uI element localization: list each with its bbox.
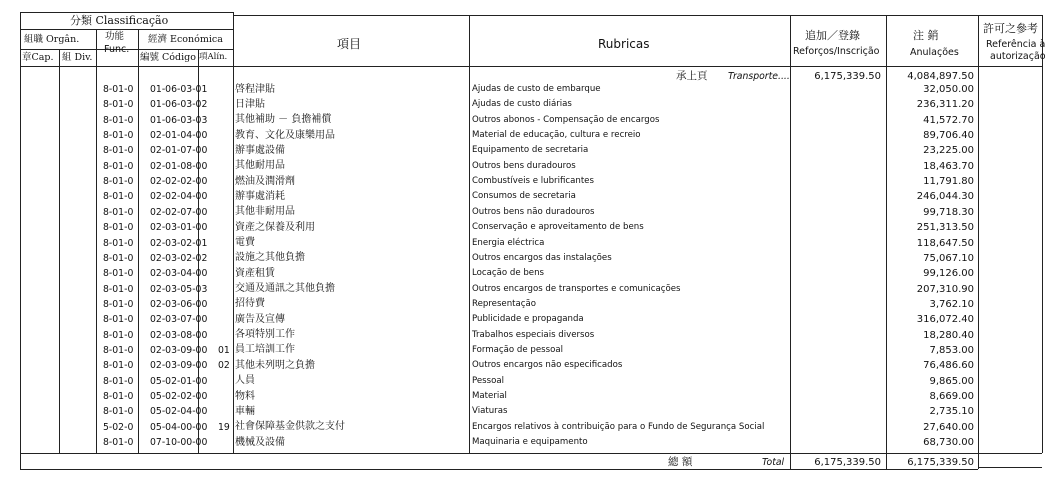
row-item-zh: 其他非耐用品 xyxy=(235,206,295,218)
row-rubrica-pt: Formação de pessoal xyxy=(472,344,563,355)
row-rubrica-pt: Outros encargos das instalações xyxy=(472,252,612,263)
item-zh-header: 項目 xyxy=(337,37,362,51)
row-item-zh: 啓程津貼 xyxy=(235,83,275,95)
row-anulacoes: 89,706.40 xyxy=(923,130,974,142)
row-anulacoes: 27,640.00 xyxy=(923,421,974,433)
row-codigo: 02-02-02-00 xyxy=(150,176,208,188)
row-anulacoes: 76,486.60 xyxy=(923,360,974,372)
row-anulacoes: 99,718.30 xyxy=(923,206,974,218)
row-funcional: 8-01-0 xyxy=(103,114,134,126)
row-funcional: 8-01-0 xyxy=(103,406,134,418)
row-item-zh: 設施之其他負擔 xyxy=(235,252,305,264)
row-rubrica-pt: Energia eléctrica xyxy=(472,237,545,248)
codigo-header: 編號 Código xyxy=(140,52,196,63)
classificacao-header: 分類 Classificação xyxy=(70,14,169,27)
row-codigo: 07-10-00-00 xyxy=(150,437,208,449)
row-codigo: 05-04-00-00 xyxy=(150,421,208,433)
row-codigo: 02-03-09-00 xyxy=(150,344,208,356)
row-funcional: 8-01-0 xyxy=(103,222,134,234)
row-funcional: 8-01-0 xyxy=(103,130,134,142)
row-codigo: 02-03-07-00 xyxy=(150,314,208,326)
row-rubrica-pt: Outros bens não duradouros xyxy=(472,206,595,217)
row-rubrica-pt: Pessoal xyxy=(472,375,505,386)
row-item-zh: 資產租賃 xyxy=(235,267,275,279)
row-rubrica-pt: Encargos relativos à contribuição para o Fundo de Segurança Social xyxy=(472,421,765,432)
row-anulacoes: 246,044.30 xyxy=(916,191,974,203)
row-codigo: 02-03-08-00 xyxy=(150,329,208,341)
col-divider xyxy=(233,12,234,453)
row-alinea: 19 xyxy=(218,421,230,433)
row-rubrica-pt: Outros bens duradouros xyxy=(472,160,576,171)
row-item-zh: 其他耐用品 xyxy=(235,160,285,172)
row-item-zh: 各項特別工作 xyxy=(235,329,295,341)
row-anulacoes: 2,735.10 xyxy=(929,406,974,418)
row-item-zh: 辦事處消耗 xyxy=(235,190,285,202)
row-rubrica-pt: Conservação e aproveitamento de bens xyxy=(472,222,644,233)
total-row-top-border xyxy=(20,453,1042,454)
row-funcional: 8-01-0 xyxy=(103,191,134,203)
col-divider xyxy=(59,49,60,453)
table-top-border xyxy=(20,12,233,13)
row-item-zh: 社會保障基金供款之支付 xyxy=(235,421,345,433)
row-funcional: 8-01-0 xyxy=(103,391,134,402)
row-rubrica-pt: Ajudas de custo de embarque xyxy=(472,84,601,94)
row-item-zh: 交通及通訊之其他負擔 xyxy=(235,283,335,295)
row-anulacoes: 118,647.50 xyxy=(916,237,974,249)
row-item-zh: 電費 xyxy=(235,237,255,248)
row-codigo: 02-03-06-00 xyxy=(150,298,208,310)
table-bottom-border xyxy=(20,469,978,470)
row-anulacoes: 8,669.00 xyxy=(929,391,974,402)
reforcos-pt-header: Reforços/Inscrição xyxy=(793,46,880,57)
row-funcional: 8-01-0 xyxy=(103,237,134,249)
row-anulacoes: 41,572.70 xyxy=(923,114,974,126)
row-codigo: 02-03-02-02 xyxy=(150,252,208,264)
reforcos-zh-header: 追加／登錄 xyxy=(805,29,860,42)
row-funcional: 8-01-0 xyxy=(103,283,134,295)
row-funcional: 8-01-0 xyxy=(103,375,134,387)
col-divider xyxy=(978,15,979,469)
row-funcional: 5-02-0 xyxy=(103,421,134,433)
row-item-zh: 物料 xyxy=(235,390,255,402)
row-item-zh: 辦事處設備 xyxy=(235,144,285,156)
row-codigo: 02-03-09-00 xyxy=(150,360,208,372)
col-divider xyxy=(96,29,97,453)
funcional-header: 功能 xyxy=(105,31,125,42)
row-codigo: 02-03-05-03 xyxy=(150,283,208,295)
row-alinea: 02 xyxy=(218,360,230,372)
row-anulacoes: 251,313.50 xyxy=(916,222,974,234)
row-codigo: 02-01-04-00 xyxy=(150,130,208,142)
row-alinea: 01 xyxy=(218,344,230,356)
row-item-zh: 資產之保養及利用 xyxy=(235,221,315,233)
table-top-border xyxy=(233,15,1042,16)
row-anulacoes: 236,311.20 xyxy=(916,99,974,111)
row-funcional: 8-01-0 xyxy=(103,360,134,372)
row-anulacoes: 7,853.00 xyxy=(929,344,974,356)
rubricas-header: Rubricas xyxy=(598,37,650,51)
row-anulacoes: 32,050.00 xyxy=(923,84,974,95)
row-rubrica-pt: Consumos de secretaria xyxy=(472,191,576,202)
header-divider xyxy=(20,29,233,30)
row-rubrica-pt: Outros encargos de transportes e comunicações xyxy=(472,283,681,294)
table-right-border xyxy=(1042,15,1043,453)
row-funcional: 8-01-0 xyxy=(103,344,134,356)
row-codigo: 05-02-02-00 xyxy=(150,391,208,402)
total-anulacoes: 6,175,339.50 xyxy=(907,457,974,468)
row-anulacoes: 18,463.70 xyxy=(923,160,974,172)
row-anulacoes: 3,762.10 xyxy=(929,298,974,310)
row-funcional: 8-01-0 xyxy=(103,268,134,280)
row-funcional: 8-01-0 xyxy=(103,437,134,449)
row-item-zh: 招待費 xyxy=(235,298,265,310)
row-funcional: 8-01-0 xyxy=(103,160,134,172)
economica-header: 經濟 Económica xyxy=(148,34,223,45)
row-rubrica-pt: Material xyxy=(472,391,507,401)
funcional-sub-header: Func. xyxy=(104,44,130,55)
alinea-header: 項Alín. xyxy=(199,52,228,62)
transport-label-pt: Transporte.... xyxy=(728,71,790,82)
row-codigo: 05-02-04-00 xyxy=(150,406,208,418)
row-anulacoes: 68,730.00 xyxy=(923,437,974,449)
row-anulacoes: 18,280.40 xyxy=(923,329,974,341)
row-funcional: 8-01-0 xyxy=(103,252,134,264)
row-rubrica-pt: Trabalhos especiais diversos xyxy=(472,329,595,340)
row-codigo: 02-02-07-00 xyxy=(150,206,208,218)
table-left-border xyxy=(20,12,21,469)
sheet-bottom-line xyxy=(978,467,1042,468)
total-reforcos: 6,175,339.50 xyxy=(814,457,881,468)
row-item-zh: 廣告及宣傳 xyxy=(235,313,285,325)
row-codigo: 02-01-07-00 xyxy=(150,145,208,157)
row-funcional: 8-01-0 xyxy=(103,145,134,157)
row-codigo: 02-01-08-00 xyxy=(150,160,208,172)
autorizacao-pt-header-line1: Referência à xyxy=(986,39,1046,50)
total-label-pt: Total xyxy=(762,457,785,468)
row-codigo: 01-06-03-03 xyxy=(150,114,208,126)
col-divider xyxy=(138,29,139,453)
col-divider xyxy=(469,15,470,453)
row-codigo: 02-03-04-00 xyxy=(150,268,208,280)
row-anulacoes: 207,310.90 xyxy=(916,283,974,295)
row-funcional: 8-01-0 xyxy=(103,329,134,341)
row-rubrica-pt: Material de educação, cultura e recreio xyxy=(472,130,641,141)
divisao-header: 組 Div. xyxy=(62,52,93,63)
row-funcional: 8-01-0 xyxy=(103,206,134,218)
row-rubrica-pt: Publicidade e propaganda xyxy=(472,314,584,325)
row-codigo: 02-03-02-01 xyxy=(150,237,208,249)
row-rubrica-pt: Outros abonos - Compensação de encargos xyxy=(472,114,660,125)
row-item-zh: 員工培訓工作 xyxy=(235,344,295,356)
row-anulacoes: 11,791.80 xyxy=(923,176,974,188)
organica-header: 組職 Orgân. xyxy=(24,34,80,45)
col-divider xyxy=(886,15,887,469)
row-anulacoes: 9,865.00 xyxy=(929,375,974,387)
row-funcional: 8-01-0 xyxy=(103,84,134,95)
row-codigo: 01-06-03-02 xyxy=(150,99,208,111)
row-item-zh: 其他未列明之負擔 xyxy=(235,359,315,371)
anulacoes-zh-header: 注 銷 xyxy=(913,29,939,42)
row-item-zh: 車輛 xyxy=(235,405,255,417)
row-item-zh: 其他補助 － 負擔補償 xyxy=(235,114,332,126)
row-funcional: 8-01-0 xyxy=(103,298,134,310)
row-rubrica-pt: Locação de bens xyxy=(472,268,545,279)
row-codigo: 01-06-03-01 xyxy=(150,84,208,95)
row-anulacoes: 23,225.00 xyxy=(923,145,974,157)
row-rubrica-pt: Equipamento de secretaria xyxy=(472,145,589,156)
row-codigo: 02-03-01-00 xyxy=(150,222,208,234)
autorizacao-pt-header-line2: autorização xyxy=(990,51,1046,62)
row-rubrica-pt: Maquinaria e equipamento xyxy=(472,437,588,448)
row-rubrica-pt: Outros encargos não especificados xyxy=(472,360,623,371)
row-item-zh: 燃油及潤滑劑 xyxy=(235,175,295,187)
row-item-zh: 教育、文化及康樂用品 xyxy=(235,129,335,141)
transport-label-zh: 承上頁 xyxy=(676,70,708,82)
row-item-zh: 機械及設備 xyxy=(235,436,285,448)
col-divider xyxy=(790,15,791,469)
row-item-zh: 日津貼 xyxy=(235,98,265,110)
row-anulacoes: 75,067.10 xyxy=(923,252,974,264)
row-rubrica-pt: Viaturas xyxy=(472,406,508,417)
transport-anulacoes: 4,084,897.50 xyxy=(907,71,974,82)
row-anulacoes: 99,126.00 xyxy=(923,268,974,280)
row-codigo: 05-02-01-00 xyxy=(150,375,208,387)
row-rubrica-pt: Representação xyxy=(472,298,537,309)
anulacoes-pt-header: Anulações xyxy=(910,47,959,58)
header-bottom-border xyxy=(20,66,1042,67)
row-funcional: 8-01-0 xyxy=(103,176,134,188)
total-label-zh: 總 額 xyxy=(668,456,693,468)
row-anulacoes: 316,072.40 xyxy=(916,314,974,326)
row-rubrica-pt: Combustíveis e lubrificantes xyxy=(472,176,594,187)
row-rubrica-pt: Ajudas de custo diárias xyxy=(472,99,572,110)
row-funcional: 8-01-0 xyxy=(103,99,134,111)
autorizacao-zh-header: 許可之參考 xyxy=(983,22,1038,35)
transport-reforcos: 6,175,339.50 xyxy=(814,71,881,82)
capitulo-header: 章Cap. xyxy=(22,52,54,63)
row-codigo: 02-02-04-00 xyxy=(150,191,208,203)
row-funcional: 8-01-0 xyxy=(103,314,134,326)
row-item-zh: 人員 xyxy=(235,375,255,387)
